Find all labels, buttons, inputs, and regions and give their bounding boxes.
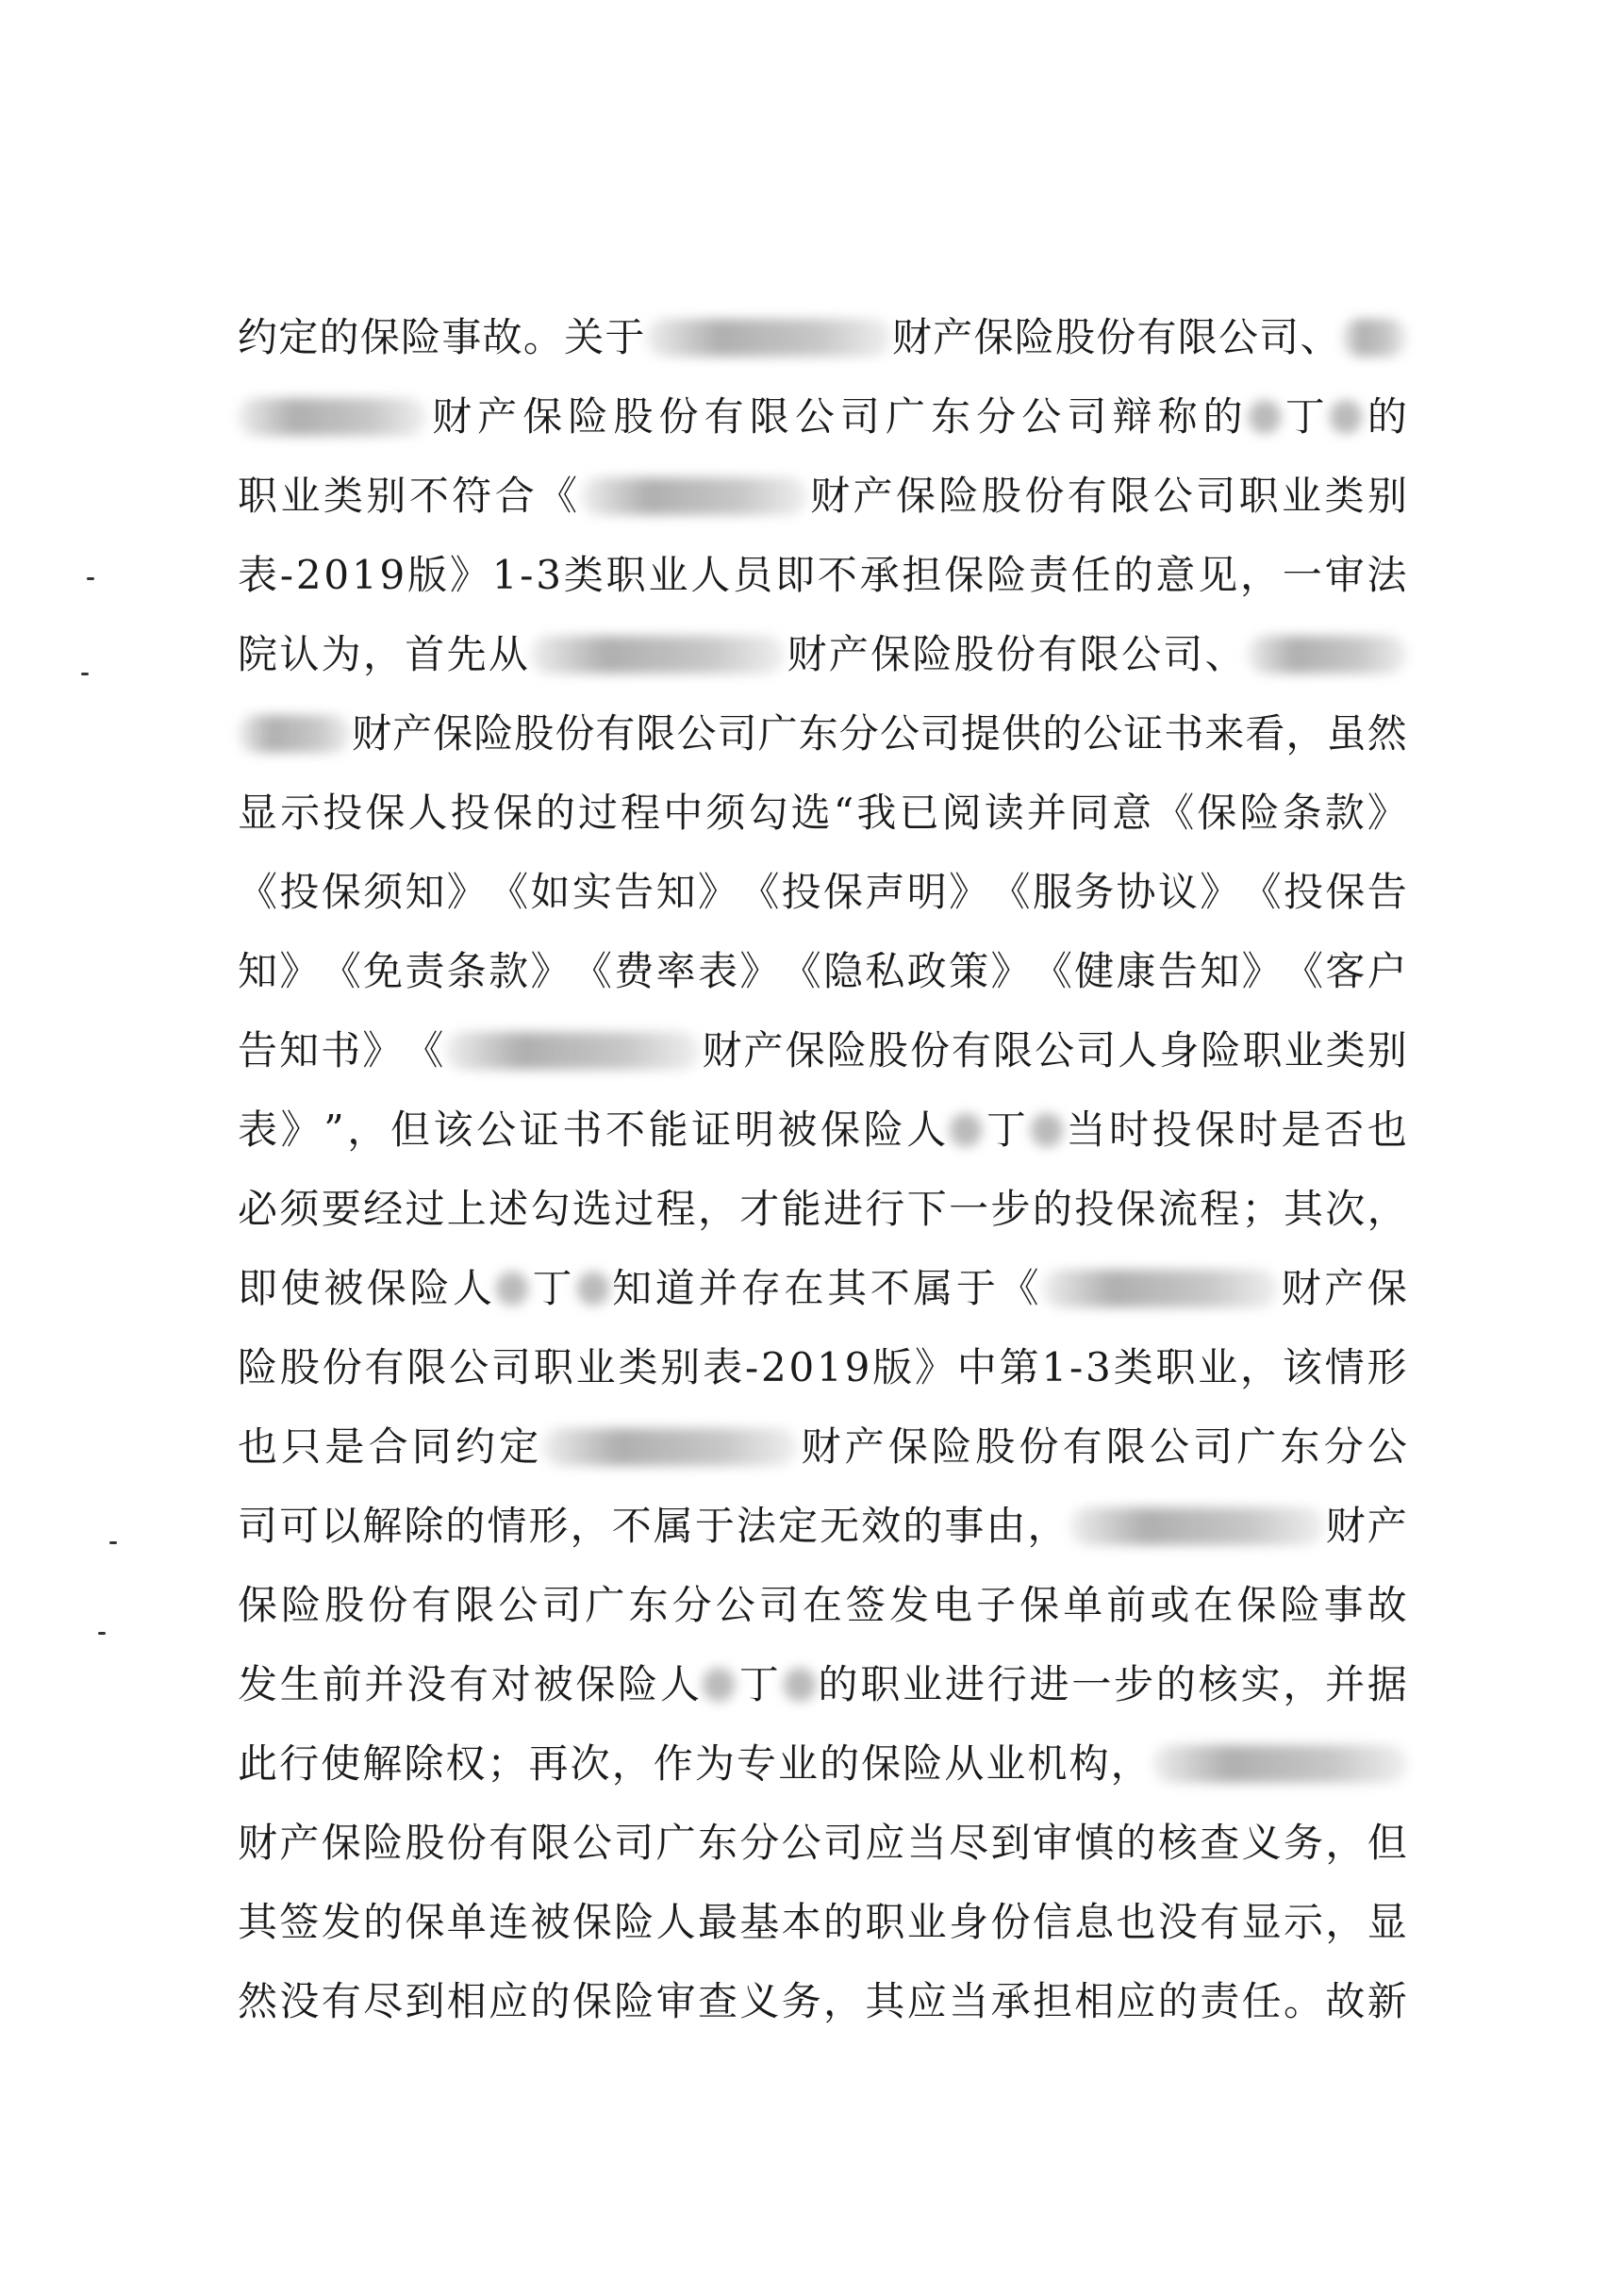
text-line: 财 产 保 险 股 份 有 限 公 司 广 东 分 公 司 应 当 尽 到 审 慎 的 核 查 义 务 ， 但 xyxy=(238,1820,1407,1866)
text-line: 然 没 有 尽 到 相 应 的 保 险 审 查 义 务 ， 其 应 当 承 担 相 应 的 责 任 。 故 新 xyxy=(238,1978,1407,2024)
text-line: 也 只 是 合 同 约 定 财 产 保 险 股 份 有 限 公 司 广 东 分 公 xyxy=(238,1423,1407,1470)
text-line: 即 使 被 保 险 人 丁 知 道 并 存 在 其 不 属 于 《 财 产 保 xyxy=(238,1249,1407,1328)
name-surname: 丁 xyxy=(1284,393,1325,440)
redacted-text xyxy=(1247,636,1407,674)
redacted-text xyxy=(581,477,807,515)
redacted-text xyxy=(238,715,351,753)
text-line: 显 示 投 保 人 投 保 的 过 程 中 须 勾 选 “ 我 已 阅 读 并 同 意 《 保 险 条 款 》 xyxy=(238,790,1407,836)
text-line: 发 生 前 并 没 有 对 被 保 险 人 丁 的 职 业 进 行 进 一 步 的 核 实 ， 并 据 xyxy=(238,1645,1407,1724)
name-surname: 丁 xyxy=(738,1661,779,1707)
margin-mark xyxy=(109,1541,117,1544)
redacted-text xyxy=(1152,1745,1407,1783)
text-line: 必 须 要 经 过 上 述 勾 选 过 程 ， 才 能 进 行 下 一 步 的 投 保 流 程 ； 其 次 ， xyxy=(238,1186,1407,1232)
text-line: 院 认 为 ， 首 先 从 财 产 保 险 股 份 有 限 公 司 、 xyxy=(238,615,1407,694)
text-line: 司 可 以 解 除 的 情 形 ， 不 属 于 法 定 无 效 的 事 由 ， 财 产 xyxy=(238,1503,1407,1549)
redacted-text xyxy=(238,398,426,436)
text-line: 险 股 份 有 限 公 司 职 业 类 别 表 - 2 0 1 9 版 》 中 第 1 - 3 类 职 业 ， 该 情 形 xyxy=(238,1344,1407,1390)
text-line: 知 》 《 免 责 条 款 》 《 费 率 表 》 《 隐 私 政 策 》 《 健 康 告 知 》 《 客 户 xyxy=(238,948,1407,994)
redacted-text xyxy=(1042,1270,1278,1307)
text-line: 财 产 保 险 股 份 有 限 公 司 广 东 分 公 司 提 供 的 公 证 书 来 看 ， 虽 然 xyxy=(238,694,1407,774)
redacted-text xyxy=(646,319,891,357)
redacted-text xyxy=(542,1428,797,1466)
text-line: 告 知 书 》 《 财 产 保 险 股 份 有 限 公 司 人 身 险 职 业 类 别 xyxy=(238,1027,1407,1073)
text-line: 约 定 的 保 险 事 故 。 关 于 财 产 保 险 股 份 有 限 公 司 、 xyxy=(238,298,1407,377)
redacted-text xyxy=(530,636,785,674)
text-line: 《 投 保 须 知 》 《 如 实 告 知 》 《 投 保 声 明 》 《 服 务 协 议 》 《 投 保 告 xyxy=(238,869,1407,915)
text-line: 保 险 股 份 有 限 公 司 广 东 分 公 司 在 签 发 电 子 保 单 前 或 在 保 险 事 故 xyxy=(238,1582,1407,1628)
redacted-text xyxy=(445,1032,700,1070)
text-line: 其 签 发 的 保 单 连 被 保 险 人 最 基 本 的 职 业 身 份 信 息 也 没 有 显 示 ， 显 xyxy=(238,1899,1407,1945)
name-surname: 丁 xyxy=(532,1265,572,1311)
redacted-text xyxy=(1341,319,1407,357)
text-line: 职 业 类 别 不 符 合 《 财 产 保 险 股 份 有 限 公 司 职 业 类 别 xyxy=(238,473,1407,519)
redacted-name xyxy=(950,1102,1063,1158)
redacted-name xyxy=(703,1656,816,1713)
margin-mark xyxy=(81,673,89,675)
name-surname: 丁 xyxy=(986,1106,1026,1153)
margin-mark xyxy=(87,577,94,580)
margin-mark xyxy=(98,1632,106,1635)
redacted-text xyxy=(1069,1507,1324,1545)
redacted-name xyxy=(1249,389,1362,445)
text-line: 表 - 2 0 1 9 版 》 1 - 3 类 职 业 人 员 即 不 承 担 保 险 责 任 的 意 见 ， 一 审 法 xyxy=(238,552,1407,598)
redacted-name xyxy=(496,1260,609,1317)
text-line: 表 》 ” ， 但 该 公 证 书 不 能 证 明 被 保 险 人 丁 当 时 投 保 时 是 否 也 xyxy=(238,1090,1407,1170)
text-line: 此 行 使 解 除 权 ； 再 次 ， 作 为 专 业 的 保 险 从 业 机 构 ， xyxy=(238,1724,1407,1804)
text-line: 财 产 保 险 股 份 有 限 公 司 广 东 分 公 司 辩 称 的 丁 的 xyxy=(238,377,1407,457)
